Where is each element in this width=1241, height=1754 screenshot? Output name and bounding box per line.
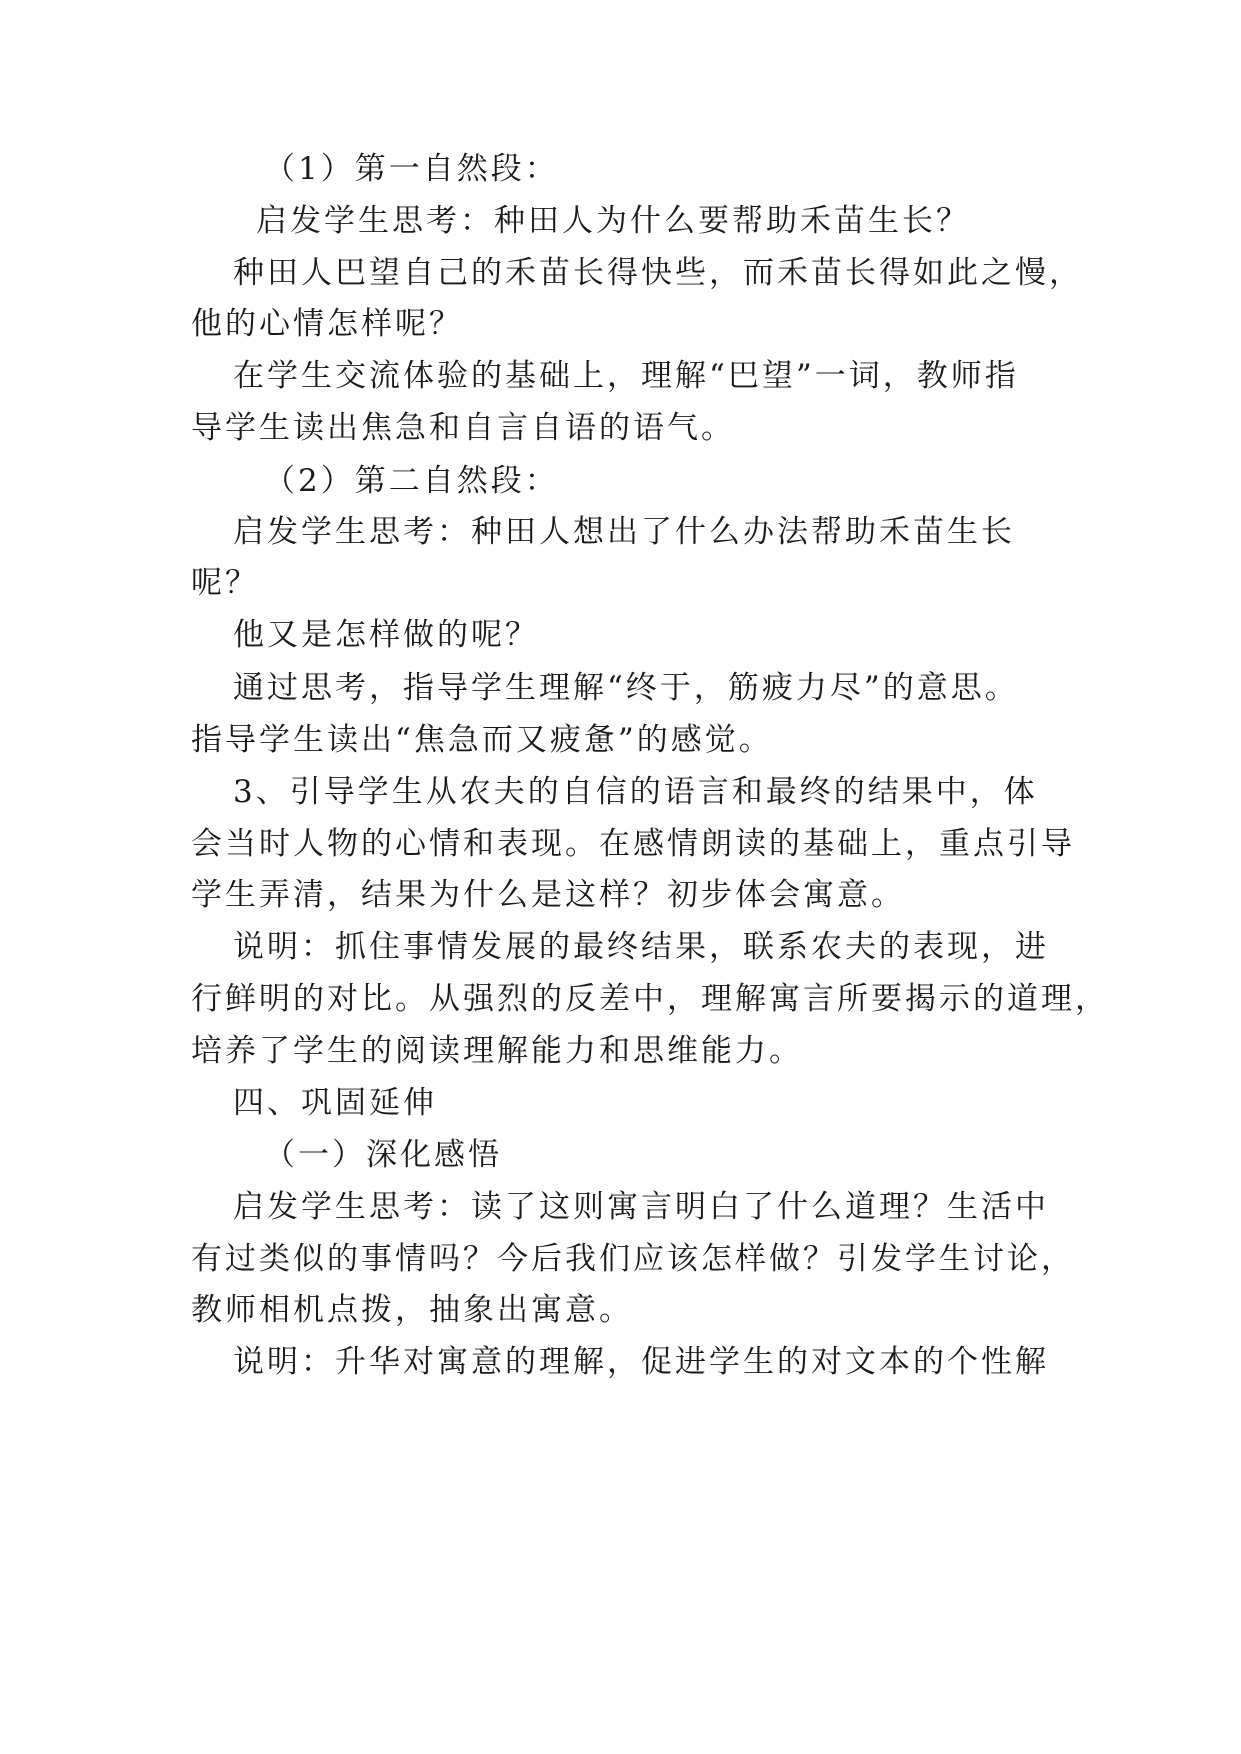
text-line: 说明：升华对寓意的理解，促进学生的对文本的个性解 [233,1344,1049,1380]
text-line: 启发学生思考：读了这则寓言明白了什么道理？生活中 [233,1189,1049,1225]
heading-paragraph-2: （2）第二自然段： [264,463,559,499]
text-line: 通过思考，指导学生理解“终于，筋疲力尽”的意思。 [233,670,1019,706]
text-line: 说明：抓住事情发展的最终结果，联系农夫的表现，进 [233,929,1049,965]
text-line: 3、引导学生从农夫的自信的语言和最终的结果中，体 [233,774,1038,810]
section-heading: 四、巩固延伸 [233,1085,437,1121]
text-line: 行鲜明的对比。从强烈的反差中，理解寓言所要揭示的道理， [191,981,1109,1017]
text-line: 指导学生读出“焦急而又疲惫”的感觉。 [191,722,773,758]
text-line: 导学生读出焦急和自言自语的语气。 [191,410,735,446]
text-line: 有过类似的事情吗？今后我们应该怎样做？引发学生讨论， [191,1241,1075,1277]
text-line: 会当时人物的心情和表现。在感情朗读的基础上，重点引导 [191,826,1075,862]
text-line: 呢？ [191,565,259,601]
text-line: 学生弄清，结果为什么是这样？初步体会寓意。 [191,877,905,913]
text-line: 培养了学生的阅读理解能力和思维能力。 [191,1033,803,1069]
subsection-heading: （一）深化感悟 [264,1137,502,1173]
text-line: 种田人巴望自己的禾苗长得快些，而禾苗长得如此之慢， [233,255,1083,291]
text-line: 他的心情怎样呢？ [191,306,463,342]
heading-paragraph-1: （1）第一自然段： [264,151,559,187]
text-line: 启发学生思考：种田人为什么要帮助禾苗生长？ [256,203,970,239]
text-line: 启发学生思考：种田人想出了什么办法帮助禾苗生长 [233,514,1015,550]
text-line: 他又是怎样做的呢？ [233,617,539,653]
text-line: 在学生交流体验的基础上，理解“巴望”一词，教师指 [233,358,1019,394]
text-line: 教师相机点拨，抽象出寓意。 [191,1292,633,1328]
